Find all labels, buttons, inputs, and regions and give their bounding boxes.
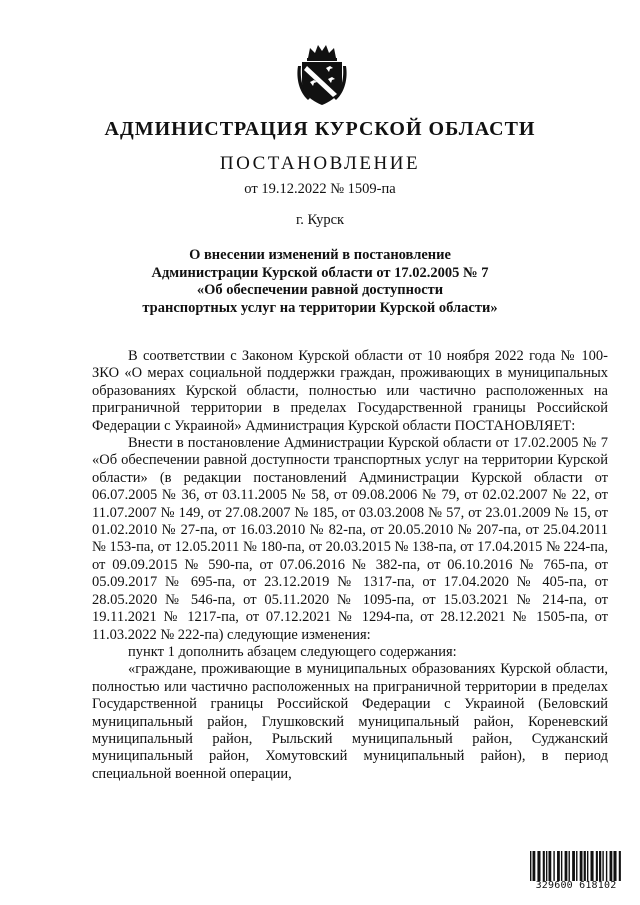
document-date-number: от 19.12.2022 № 1509-па	[244, 181, 396, 197]
subject-line: О внесении изменений в постановление	[189, 247, 451, 263]
barcode	[530, 851, 622, 881]
barcode-bar	[530, 851, 531, 881]
barcode-bar	[537, 851, 540, 881]
barcode-bar	[587, 851, 588, 881]
document-type: ПОСТАНОВЛЕНИЕ	[219, 153, 421, 174]
barcode-bar	[548, 851, 551, 881]
barcode-bar	[572, 851, 575, 881]
body-paragraph: Внести в постановление Администрации Курской области от 17.02.2005 № 7 «Об обеспечении равной доступности транспортных услуг на территории Курской области» (в редакции постановлений Администрации Курской области от 06.07.2005 № 36, от 03.11.2005 № 58, от 09.08.2006 № 79, от 02.02.2007 № 22, от 11.07.2007 № 149, от 27.08.2007 № 185, от 03.03.2008 № 57, от 23.01.2009 № 15, от 01.02.2010 № 27-па, от 16.03.2010 № 82-па, от 20.05.2010 № 207-па, от 25.04.2011 № 153-па, от 12.05.2011 № 180-па, от 20.03.2015 № 138-па, от 17.04.2015 № 224-па, от 09.09.2015 № 590-па, от 07.06.2016 № 382-па, от 06.10.2016 № 765-па, от 05.09.2017 № 695-па, от 23.12.2019 № 1317-па, от 17.04.2020 № 405-па, от 28.05.2020 № 546-па, от 05.11.2020 № 1095-па, от 15.03.2021 № 214-па, от 19.11.2021 № 1217-па, от 07.12.2021 № 1294-па, от 28.12.2021 № 1505-па, от 11.03.2022 № 222-па) следующие изменения:	[92, 435, 608, 643]
body-paragraph: «граждане, проживающие в муниципальных образованиях Курской области, полностью или частично расположенных на приграничной территории в пределах Государственной границы Российской Федерации с Украиной (Беловский муниципальный район, Глушковский муниципальный район, Кореневский муниципальный район, Рыльский муниципальный район, Суджанский муниципальный район, Хомутовский муниципальный район), в период специальной военной операции,	[92, 661, 608, 782]
barcode-bar	[606, 851, 607, 881]
document-city: г. Курск	[295, 212, 345, 228]
barcode-bar	[561, 851, 562, 881]
subject-line: Администрации Курской области от 17.02.2005 № 7	[151, 264, 489, 281]
subject-line: транспортных услуг на территории Курской области»	[142, 299, 498, 316]
barcode-bar	[565, 851, 568, 881]
barcode-bar	[596, 851, 598, 881]
barcode-number: 329600 618102	[535, 880, 617, 891]
barcode-bar	[533, 851, 536, 881]
barcode-bar	[599, 851, 601, 881]
barcode-bar	[610, 851, 613, 881]
barcode-bar	[602, 851, 603, 881]
barcode-bar	[557, 851, 560, 881]
organization-title: АДМИНИСТРАЦИЯ КУРСКОЙ ОБЛАСТИ	[104, 118, 536, 140]
barcode-bar	[613, 851, 616, 881]
barcode-bar	[576, 851, 577, 881]
barcode-bar	[619, 851, 621, 881]
body-paragraph: В соответствии с Законом Курской области от 10 ноября 2022 года № 100-ЗКО «О мерах социальной поддержки граждан, проживающих в муниципальных образованиях Курской области, полностью или частично расположенных на приграничной территории в пределах Государственной границы Российской Федерации с Украиной» Администрация Курской области ПОСТАНОВЛЯЕТ:	[92, 348, 608, 434]
document-body	[92, 348, 608, 783]
barcode-bar	[569, 851, 570, 881]
body-paragraph: пункт 1 дополнить абзацем следующего содержания:	[128, 643, 457, 660]
barcode-bar	[590, 851, 593, 881]
barcode-bar	[580, 851, 583, 881]
barcode-bar	[546, 851, 547, 881]
barcode-bar	[543, 851, 545, 881]
barcode-bar	[553, 851, 554, 881]
coat-of-arms-icon	[296, 44, 348, 106]
barcode-bar	[584, 851, 586, 881]
subject-line: «Об обеспечении равной доступности	[196, 282, 444, 299]
document-subject	[100, 247, 540, 317]
